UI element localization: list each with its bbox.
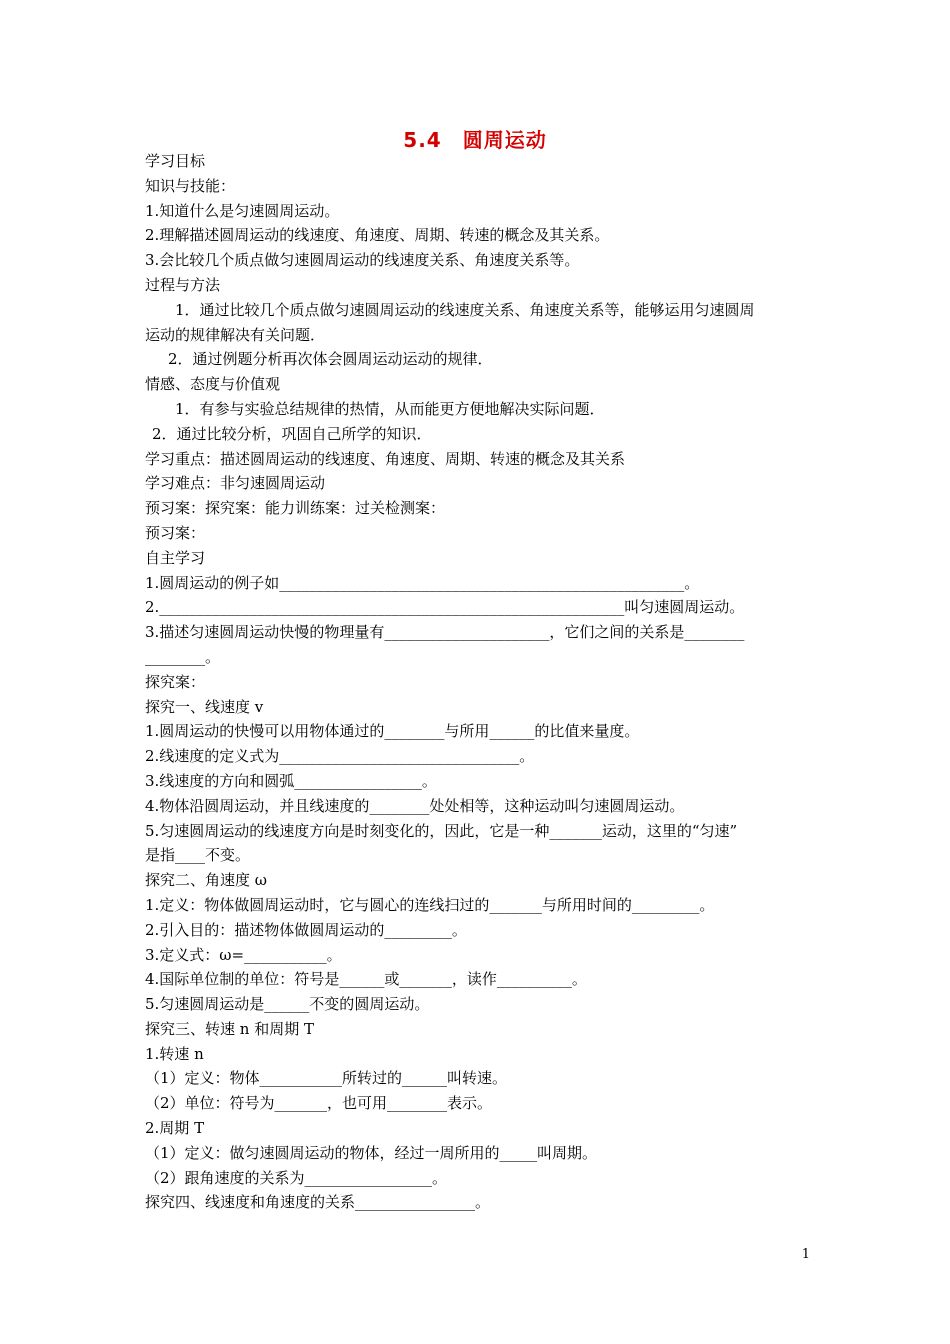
fill-in-question: 1.圆周运动的快慢可以用物体通过的________与所用______的比值来量度。 xyxy=(145,722,640,741)
fill-in-question: 1.定义：物体做圆周运动时，它与圆心的连线扫过的_______与所用时间的_________。 xyxy=(145,895,715,914)
document-title: 5.4 圆周运动 xyxy=(403,128,547,152)
fill-in-question: 2.引入目的：描述物体做圆周运动的_________。 xyxy=(145,920,467,939)
section-heading: 学习目标 xyxy=(145,152,206,170)
difficult-points: 学习难点：非匀速圆周运动 xyxy=(145,474,326,493)
key-points: 学习重点：描述圆周运动的线速度、角速度、周期、转速的概念及其关系 xyxy=(145,449,626,468)
fill-in-question: （1）定义：物体___________所转过的______叫转速。 xyxy=(145,1069,508,1088)
objective-item: 1．有参与实验总结规律的热情，从而能更方便地解决实际问题． xyxy=(175,399,605,418)
objective-item: 2．通过比较分析，巩固自己所学的知识． xyxy=(152,424,432,443)
objective-item: 3.会比较几个质点做匀速圆周运动的线速度关系、角速度关系等。 xyxy=(145,251,580,270)
section-heading: 预习案： xyxy=(145,523,206,542)
fill-in-question: （2）跟角速度的关系为_________________。 xyxy=(145,1168,448,1187)
fill-in-question: 1.圆周运动的例子如______________________________________________________。 xyxy=(145,573,700,592)
fill-in-question: 5.匀速圆周运动的线速度方向是时刻变化的，因此，它是一种_______运动，这里的“匀速” xyxy=(145,821,738,840)
fill-in-question: 4.国际单位制的单位：符号是______或_______，读作__________。 xyxy=(145,970,587,989)
fill-in-question: 2.______________________________________________________________叫匀速圆周运动。 xyxy=(145,598,745,617)
fill-in-question: 3.描述匀速圆周运动快慢的物理量有______________________，它们之间的关系是________ xyxy=(145,623,745,642)
page-number: 1 xyxy=(801,1247,810,1262)
inquiry-heading: 探究二、角速度 ω xyxy=(145,871,268,890)
objective-item: 2．通过例题分析再次体会圆周运动运动的规律． xyxy=(168,350,493,369)
fill-in-question: 3.线速度的方向和圆弧_________________。 xyxy=(145,771,437,790)
objective-item: 2.理解描述圆周运动的线速度、角速度、周期、转速的概念及其关系。 xyxy=(145,226,610,245)
fill-in-question: （1）定义：做匀速圆周运动的物体，经过一周所用的_____叫周期。 xyxy=(145,1143,598,1162)
objective-item: 1.知道什么是匀速圆周运动。 xyxy=(145,201,340,220)
objective-item: 1．通过比较几个质点做匀速圆周运动的线速度关系、角速度关系等，能够运用匀速圆周 xyxy=(175,300,755,319)
subsection-heading: 自主学习 xyxy=(145,548,206,567)
subsection-heading: 知识与技能： xyxy=(145,176,236,195)
fill-in-question: 5.匀速圆周运动是______不变的圆周运动。 xyxy=(145,995,430,1014)
fill-in-question: 4.物体沿圆周运动，并且线速度的________处处相等，这种运动叫匀速圆周运动。 xyxy=(145,796,685,815)
plan-overview: 预习案：探究案：能力训练案：过关检测案： xyxy=(145,499,446,518)
inquiry-heading: 探究一、线速度 v xyxy=(145,697,264,716)
subsection-heading: 1.转速 n xyxy=(145,1044,204,1063)
inquiry-heading: 探究四、线速度和角速度的关系________________。 xyxy=(145,1193,491,1212)
section-heading: 探究案： xyxy=(145,672,206,691)
fill-in-question: 3.定义式：ω=___________。 xyxy=(145,945,342,964)
subsection-heading: 情感、态度与价值观 xyxy=(145,375,281,394)
subsection-heading: 2.周期 T xyxy=(145,1119,205,1138)
fill-in-question-continued: ________。 xyxy=(145,647,221,666)
subsection-heading: 过程与方法 xyxy=(145,275,221,294)
fill-in-question: 2.线速度的定义式为________________________________。 xyxy=(145,747,535,766)
objective-item-continued: 运动的规律解决有关问题． xyxy=(145,325,326,344)
document-body xyxy=(145,149,810,1215)
inquiry-heading: 探究三、转速 n 和周期 T xyxy=(145,1019,314,1038)
fill-in-question-continued: 是指____不变。 xyxy=(145,846,251,865)
fill-in-question: （2）单位：符号为_______，也可用________表示。 xyxy=(145,1094,493,1113)
